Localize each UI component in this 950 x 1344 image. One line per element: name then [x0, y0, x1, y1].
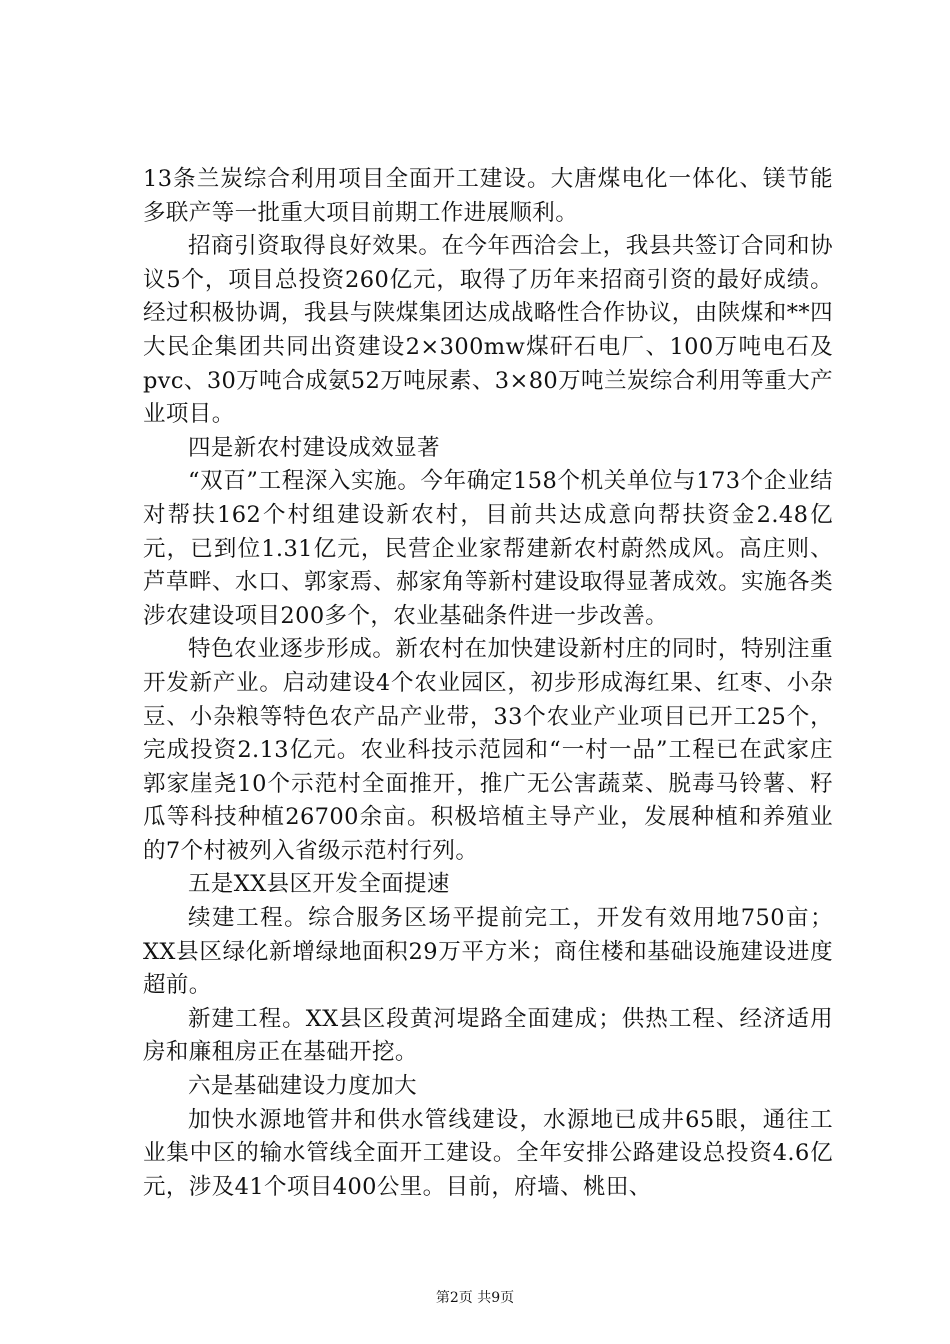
page-number-footer: 第2页 共9页 [435, 1290, 515, 1306]
paragraph-characteristic-agriculture: 特色农业逐步形成。新农村在加快建设新村庄的同时，特别注重开发新产业。启动建设4个农业园区，初步形成海红果、红枣、小杂豆、小杂粮等特色农产品产业带，33个农业产业项目已开工25个，完成投资2.13亿元。农业科技示范园和“一村一品”工程已在武家庄郭家崖尧10个示范村全面推开，推广无公害蔬菜、脱毒马铃薯、籽瓜等科技种植26700余亩。积极培植主导产业，发展种植和养殖业的7个村被列入省级示范村行列。 [143, 636, 833, 864]
section-heading-infrastructure: 六是基础建设力度加大 [188, 1073, 418, 1100]
paragraph-new-construction: 新建工程。XX县区段黄河堤路全面建成；供热工程、经济适用房和廉租房正在基础开挖。 [143, 1005, 833, 1066]
paragraph-continued-construction: 续建工程。综合服务区场平提前完工，开发有效用地750亩；XX县区绿化新增绿地面积29万平方米；商住楼和基础设施建设进度超前。 [143, 905, 833, 999]
document-body [143, 163, 833, 1204]
paragraph-double-hundred: “双百”工程深入实施。今年确定158个机关单位与173个企业结对帮扶162个村组建设新农村，目前共达成意向帮扶资金2.48亿元，已到位1.31亿元，民营企业家帮建新农村蔚然成风。高庄则、芦草畔、水口、郭家焉、郝家角等新村建设取得显著成效。实施各类涉农建设项目200多个，农业基础条件进一步改善。 [143, 468, 833, 629]
section-heading-county-development: 五是XX县区开发全面提速 [188, 871, 450, 898]
paragraph-continuation: 13条兰炭综合利用项目全面开工建设。大唐煤电化一体化、镁节能多联产等一批重大项目前期工作进展顺利。 [143, 166, 833, 226]
paragraph-investment: 招商引资取得良好效果。在今年西洽会上，我县共签订合同和协议5个，项目总投资260亿元，取得了历年来招商引资的最好成绩。经过积极协调，我县与陕煤集团达成战略性合作协议，由陕煤和**四大民企集团共同出资建设2×300mw煤矸石电厂、100万吨电石及pvc、30万吨合成氨52万吨尿素、3×80万吨兰炭综合利用等重大产业项目。 [143, 233, 833, 428]
section-heading-new-countryside: 四是新农村建设成效显著 [188, 434, 440, 461]
paragraph-water-and-roads: 加快水源地管井和供水管线建设，水源地已成井65眼，通往工业集中区的输水管线全面开工建设。全年安排公路建设总投资4.6亿元，涉及41个项目400公里。目前，府墙、桃田、 [143, 1106, 833, 1200]
